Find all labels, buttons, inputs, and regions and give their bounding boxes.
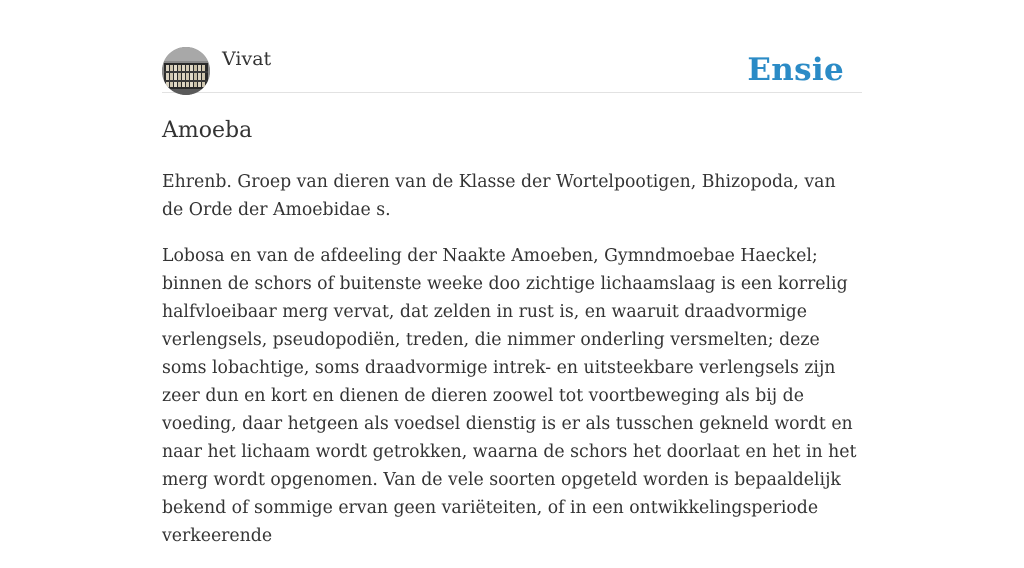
- brand-logo[interactable]: Ensie: [747, 52, 844, 88]
- author-name[interactable]: Vivat: [222, 48, 272, 70]
- page-title: Amoeba: [162, 118, 253, 143]
- article-body: [162, 168, 862, 568]
- header: [162, 46, 862, 93]
- paragraph: Ehrenb. Groep van dieren van de Klasse der Wortelpootigen, Bhizopoda, van de Orde der Amoebidae s.: [162, 172, 836, 220]
- bookshelf-icon: [162, 47, 210, 95]
- paragraph: Lobosa en van de afdeeling der Naakte Amoeben, Gymndmoebae Haeckel; binnen de schors of buitenste weeke doo zichtige lichaamslaag is een korrelig halfvloeibaar merg vervat, dat zelden in rust is, en waaruit draadvormige verlengsels, pseudopodiën, treden, die nimmer onderling versmelten; deze soms lobachtige, soms draadvormige intrek- en uitsteekbare verlengsels zijn zeer dun en kort en dienen de dieren zoowel tot voortbeweging als bij de voeding, daar hetgeen als voedsel dienstig is er als tusschen gekneld wordt en naar het lichaam wordt getrokken, waarna de schors het doorlaat en het in het merg wordt opgenomen. Van de vele soorten opgeteld worden is bepaaldelijk bekend of sommige ervan geen variëteiten, of in een ontwikkelingsperiode verkeerende: [162, 246, 857, 546]
- avatar[interactable]: [162, 47, 210, 95]
- page: [162, 0, 862, 546]
